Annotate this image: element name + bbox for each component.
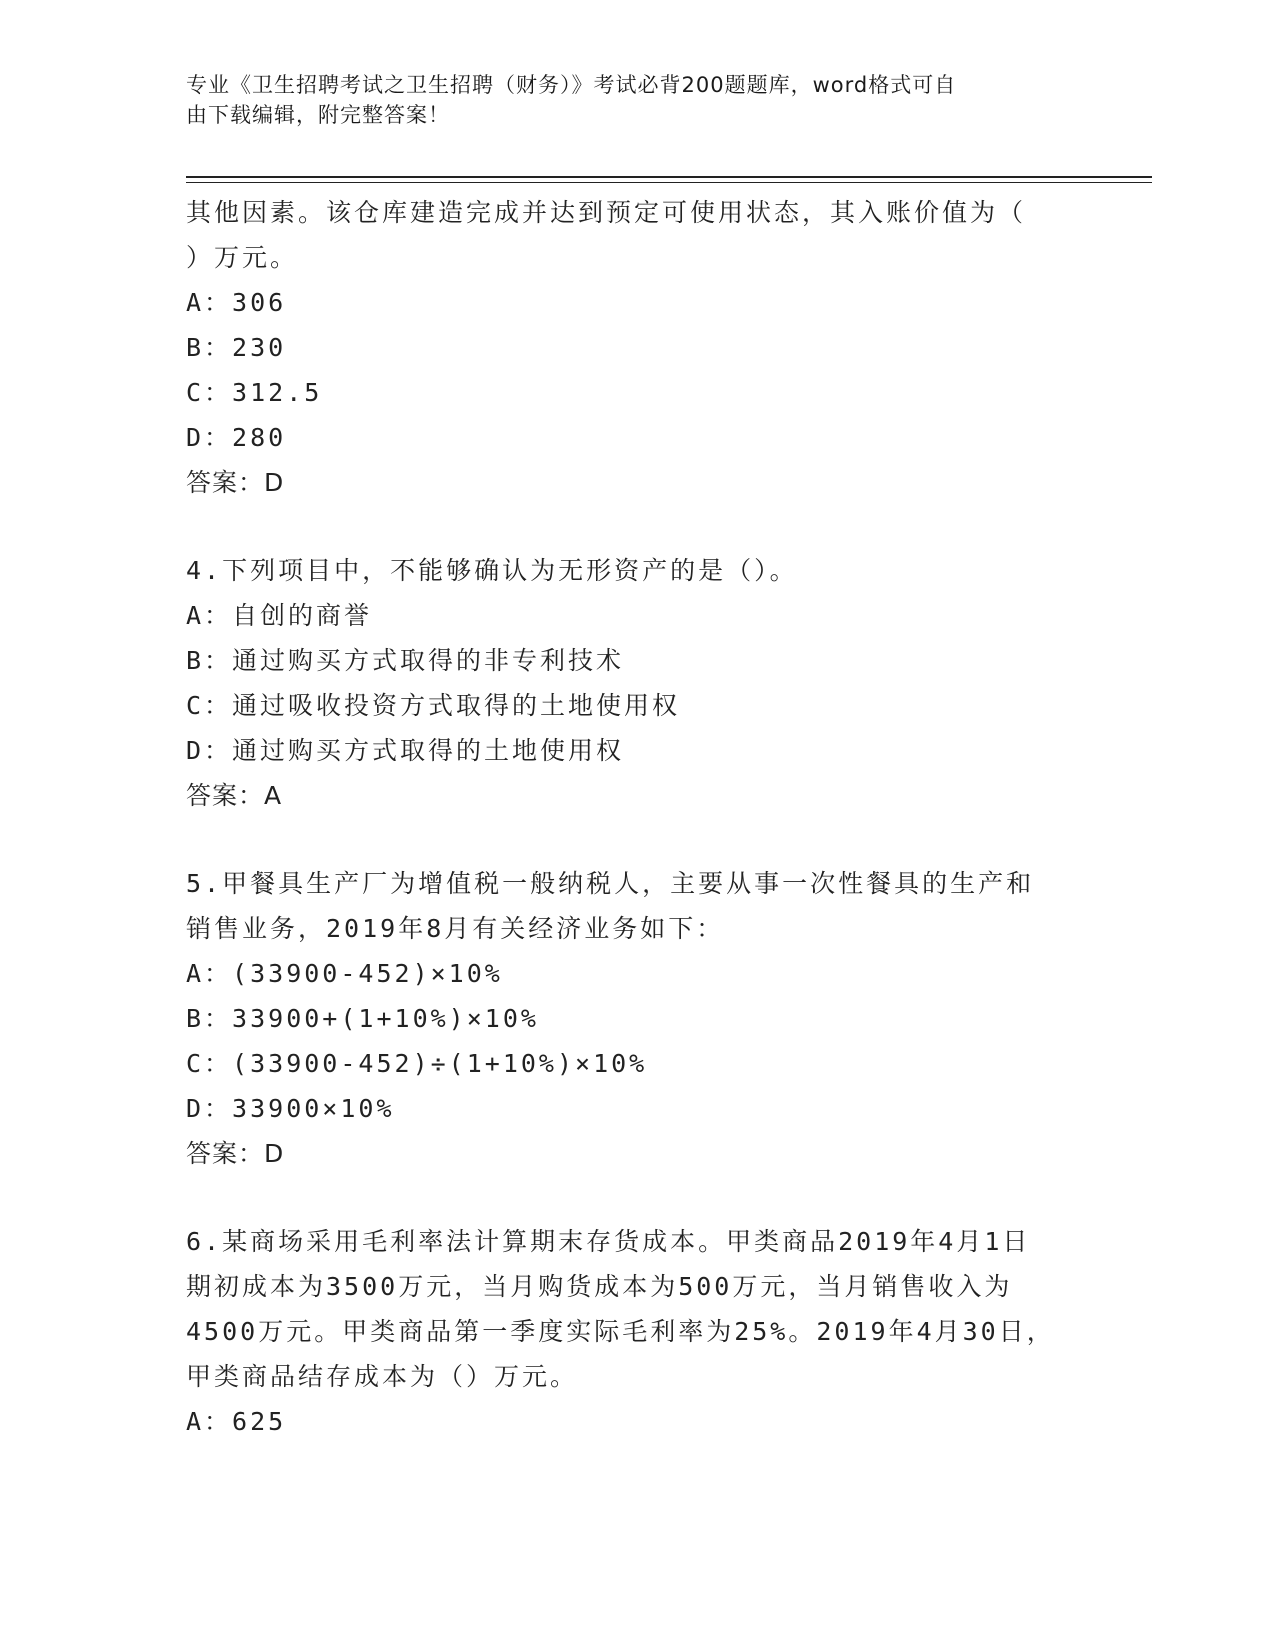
option-d: D：280 — [186, 423, 287, 452]
spacer — [186, 1176, 1086, 1219]
option-c: C：312.5 — [186, 378, 323, 407]
question-stem-line: 6.某商场采用毛利率法计算期末存货成本。甲类商品2019年4月1日 — [186, 1227, 1031, 1256]
question-stem-line: 期初成本为3500万元，当月购货成本为500万元，当月销售收入为 — [186, 1272, 1013, 1301]
spacer — [186, 818, 1086, 861]
header-title-line-1: 专业《卫生招聘考试之卫生招聘（财务）》考试必背200题题库，word格式可自 — [186, 73, 957, 97]
question-stem-line: ）万元。 — [186, 243, 299, 272]
option-d: D：通过购买方式取得的土地使用权 — [186, 736, 625, 765]
header-divider-thin — [186, 182, 1152, 183]
question-6 — [186, 1219, 1086, 1444]
option-b: B：通过购买方式取得的非专利技术 — [186, 646, 625, 675]
answer-line: 答案：D — [186, 468, 285, 497]
question-3 — [186, 190, 1086, 505]
question-stem-line: 4.下列项目中，不能够确认为无形资产的是（）。 — [186, 556, 798, 585]
option-a: A：自创的商誉 — [186, 601, 373, 630]
option-a: A：625 — [186, 1407, 287, 1436]
question-list — [186, 190, 1086, 1444]
option-c: C：(33900-452)÷(1+10%)×10% — [186, 1049, 648, 1078]
option-a: A：(33900-452)×10% — [186, 959, 503, 988]
question-stem-line: 销售业务，2019年8月有关经济业务如下： — [186, 914, 725, 943]
option-c: C：通过吸收投资方式取得的土地使用权 — [186, 691, 681, 720]
question-stem-line: 4500万元。甲类商品第一季度实际毛利率为25%。2019年4月30日， — [186, 1317, 1055, 1346]
answer-line: 答案：A — [186, 781, 283, 810]
option-d: D：33900×10% — [186, 1094, 395, 1123]
document-header — [186, 70, 1086, 130]
question-stem-line: 甲类商品结存成本为（）万元。 — [186, 1362, 579, 1391]
header-title-line-2: 由下载编辑，附完整答案！ — [186, 103, 450, 127]
option-b: B：230 — [186, 333, 287, 362]
question-stem-line: 其他因素。该仓库建造完成并达到预定可使用状态，其入账价值为（ — [186, 198, 1027, 227]
question-4 — [186, 548, 1086, 818]
question-stem-line: 5.甲餐具生产厂为增值税一般纳税人，主要从事一次性餐具的生产和 — [186, 869, 1035, 898]
answer-line: 答案：D — [186, 1139, 285, 1168]
option-a: A：306 — [186, 288, 287, 317]
question-5 — [186, 861, 1086, 1176]
option-b: B：33900+(1+10%)×10% — [186, 1004, 539, 1033]
header-divider-thick — [186, 176, 1152, 178]
spacer — [186, 505, 1086, 548]
